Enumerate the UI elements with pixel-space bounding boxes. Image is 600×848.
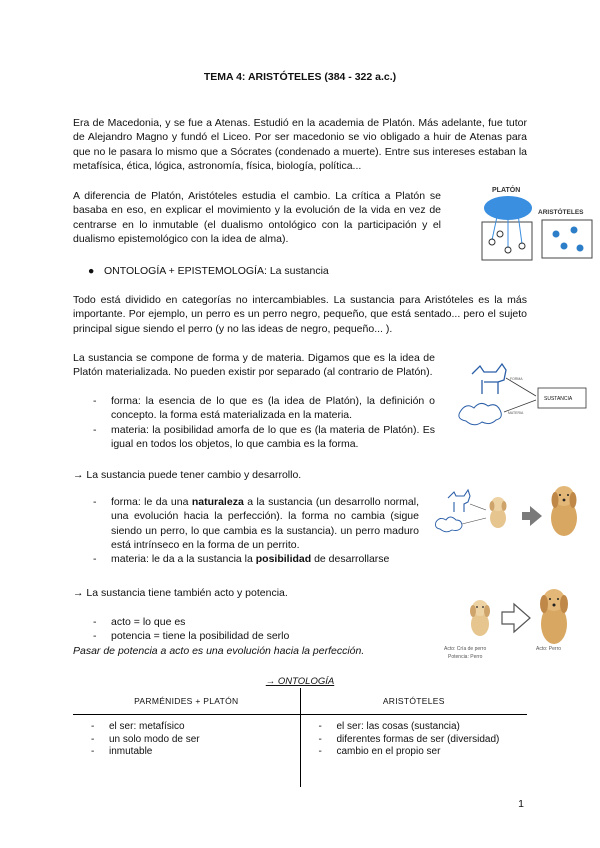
forma-pre: forma: le da una: [111, 496, 192, 508]
platon-aristoteles-illustration: [478, 182, 600, 264]
forma-materia-list: [93, 495, 419, 566]
page-title: TEMA 4: ARISTÓTELES (384 - 322 a.c.): [203, 71, 397, 83]
list-item: - forma: la esencia de lo que es (la idea de Platón), la definición o concepto. la forma está materializada en la materia.: [93, 394, 435, 423]
arrow-icon: [522, 506, 542, 526]
cambio-paragraph: A diferencia de Platón, Aristóteles estudia el cambio. La crítica a Platón se basaba en eso, en explicar el movimiento y la evolución de la vida en vez de centrarse en lo inmutable (el dualismo ontológico con la participación y el dualismo epistemológico con la idea de alma).: [73, 190, 441, 245]
cloud-sketch-icon: [436, 517, 463, 532]
sustancia-intro: La sustancia se compone de forma y de materia. Digamos que es la idea de Platón materializada. No pueden existir por separado (al contrario de Platón).: [73, 352, 435, 379]
dog-sketch-icon: [448, 490, 470, 512]
list-item: - el ser: las cosas (sustancia): [319, 721, 524, 734]
acto-conclusion: Pasar de potencia a acto es una evolución hacia la perfección.: [73, 645, 365, 657]
table-header: ARISTÓTELES: [300, 688, 527, 715]
list-item: - potencia = tiene la posibilidad de serlo: [93, 629, 393, 643]
forma-bold: naturaleza: [191, 496, 244, 508]
list-item: - diferentes formas de ser (diversidad): [319, 734, 524, 747]
caption-right: Acto: Perro: [536, 646, 562, 652]
small-label-materia: MATERIA: [508, 411, 524, 415]
small-label-forma: FORMA: [510, 377, 523, 381]
list-item: - inmutable: [91, 746, 296, 759]
list-item: - acto = lo que es: [93, 615, 393, 629]
list-item: - el ser: metafísico: [91, 721, 296, 734]
materia-pre: materia: le da a la sustancia la: [111, 553, 256, 566]
list-item: - un solo modo de ser: [91, 734, 296, 747]
page-number: 1: [518, 798, 524, 810]
cloud-sketch-icon: [459, 403, 501, 424]
acto-heading: → La sustancia tiene también acto y potencia.: [73, 587, 288, 599]
table-cell-right: [300, 715, 527, 788]
puppy-image: [470, 600, 490, 636]
cambio-heading: → La sustancia puede tener cambio y desarrollo.: [73, 469, 302, 481]
dog-sketch-icon: [472, 364, 506, 394]
list-item: [93, 495, 419, 552]
dog-image: [551, 486, 577, 536]
arrow-icon: [502, 604, 530, 632]
bullet-heading: ONTOLOGÍA + EPISTEMOLOGÍA: [104, 265, 264, 277]
sustancia-list: [93, 394, 435, 451]
world-box-aristoteles: [542, 220, 592, 258]
bullet-dot: ●: [88, 265, 95, 277]
puppy-image: [490, 497, 507, 528]
categorias-paragraph: Todo está dividido en categorías no intercambiables. La sustancia para Aristóteles es la más importante. Por ejemplo, un perro es un perro negro, pequeño, que está sentado... pero el sujeto principal sigue siendo el perro (y no las ideas de negro, pequeño... ).: [73, 294, 527, 335]
materia-post: de desarrollarse: [311, 553, 390, 566]
label-aristoteles: ARISTÓTELES: [538, 209, 584, 216]
table-caption: → ONTOLOGÍA: [265, 676, 335, 687]
ontologia-table: [73, 688, 527, 787]
table-header: PARMÉNIDES + PLATÓN: [73, 688, 300, 715]
label-platon: PLATÓN: [492, 187, 521, 194]
dog-image: [540, 589, 568, 644]
sustancia-diagram: [452, 352, 592, 432]
table-cell-left: [73, 715, 300, 788]
desarrollo-illustration: [426, 474, 592, 544]
caption-left: Acto: Cría de perro: [444, 646, 487, 652]
materia-bold: posibilidad: [255, 553, 312, 566]
sustancia-box-label: SUSTANCIA: [544, 396, 573, 402]
intro-paragraph: Era de Macedonia, y se fue a Atenas. Estudió en la academia de Platón. Más adelante, fue tutor de Alejandro Magno y fundó el Liceo. Por ser macedonio se vio obligado a huir de Atenas para que no le pasara lo mismo que a Sócrates (condenado a muerte). Entre sus intereses estaban la metafísica, ética, lógica, astronomía, física, biología, política...: [73, 117, 527, 172]
forma-post: a la sustancia (un desarrollo normal, una evolución hacia la perfección). la forma no cambia (sigue siendo un perro, lo que cambia es la sustancia). un perro maduro está intrínseco en la forma de un perrito.: [111, 496, 420, 551]
acto-potencia-list: [93, 615, 393, 644]
list-item: [93, 552, 419, 566]
bullet-rest: : La sustancia: [263, 265, 329, 277]
list-item: - cambio en el propio ser: [319, 746, 524, 759]
list-item: - materia: la posibilidad amorfa de lo que es (la materia de Platón). Es igual en todos los objetos, lo que cambia es la forma.: [93, 423, 435, 452]
acto-potencia-illustration: [436, 582, 584, 662]
bullet-ontologia: [88, 264, 518, 278]
caption-left-2: Potencia: Perro: [448, 654, 483, 660]
